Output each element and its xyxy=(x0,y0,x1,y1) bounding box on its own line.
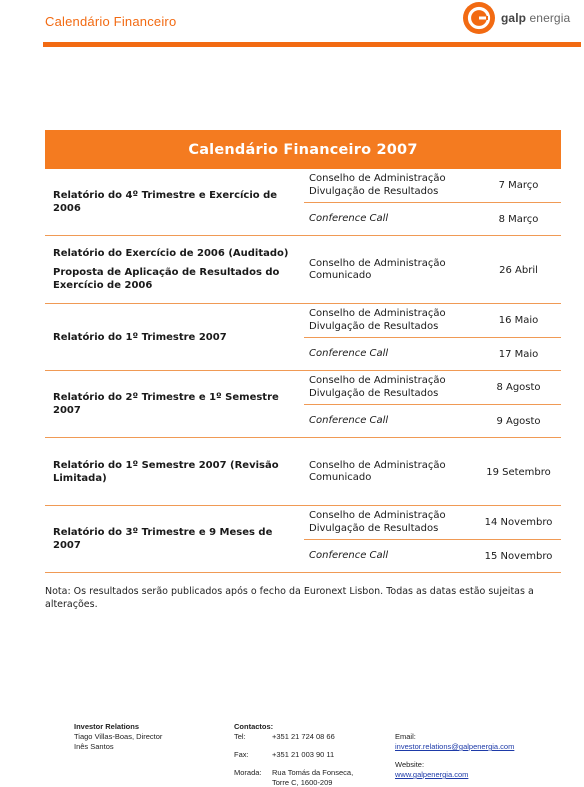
report-line: Relatório do 1º Trimestre 2007 xyxy=(53,331,227,343)
event-type xyxy=(304,258,472,283)
event-type-line: Conference Call xyxy=(309,213,389,225)
event-row xyxy=(304,304,561,338)
event-type xyxy=(304,348,472,361)
calendar-body xyxy=(45,169,561,573)
event-row xyxy=(304,540,561,573)
calendar-group xyxy=(45,371,561,438)
event-type-line: Conselho de Administração xyxy=(309,510,446,521)
financial-calendar-table xyxy=(45,130,561,573)
event-type-line: Conselho de Administração xyxy=(309,173,446,184)
event-type xyxy=(304,550,472,563)
event-type-line: Conselho de Administração xyxy=(309,308,446,319)
event-type xyxy=(304,213,472,226)
event-row xyxy=(304,169,561,203)
email-link[interactable]: investor.relations@galpenergia.com xyxy=(395,742,515,751)
fax-row xyxy=(234,750,353,760)
event-row xyxy=(304,236,561,304)
report-name xyxy=(45,236,304,303)
footnote: Nota: Os resultados serão publicados após o fecho da Euronext Lisbon. Todas as datas estão sujeitas a alterações. xyxy=(45,586,534,610)
event-type xyxy=(304,308,472,333)
brand-name xyxy=(501,11,570,25)
event-type-line: Conselho de Administração xyxy=(309,459,446,471)
address-row xyxy=(234,768,353,787)
tel-row xyxy=(234,732,353,742)
event-type-line: Comunicado xyxy=(309,270,372,281)
event-type xyxy=(304,173,472,198)
tel-value: +351 21 724 08 66 xyxy=(272,732,335,741)
header-divider xyxy=(43,42,581,47)
email-label: Email: xyxy=(395,732,416,741)
event-type-line: Comunicado xyxy=(309,472,372,483)
event-list xyxy=(304,236,561,303)
footer-contacts xyxy=(234,722,353,787)
event-date: 14 Novembro xyxy=(484,517,553,528)
calendar-group xyxy=(45,236,561,304)
calendar-group xyxy=(45,506,561,573)
address-label: Morada: xyxy=(234,768,262,777)
event-type xyxy=(304,460,472,485)
event-row xyxy=(304,371,561,405)
page-header-title: Calendário Financeiro xyxy=(45,14,177,29)
event-list xyxy=(304,371,561,437)
contacts-title: Contactos: xyxy=(234,722,274,731)
report-name xyxy=(45,438,304,505)
ir-title: Investor Relations xyxy=(74,722,140,731)
report-name xyxy=(45,169,304,235)
event-list xyxy=(304,506,561,572)
event-date: 15 Novembro xyxy=(484,551,553,562)
report-line: Relatório do Exercício de 2006 (Auditado) xyxy=(53,248,289,259)
report-name xyxy=(45,371,304,437)
event-type-line: Conference Call xyxy=(309,550,389,562)
event-type xyxy=(304,375,472,400)
event-type-line: Conference Call xyxy=(309,348,389,360)
event-type-line: Divulgação de Resultados xyxy=(309,522,439,534)
event-type-line: Conference Call xyxy=(309,415,389,427)
report-line: Relatório do 3º Trimestre e 9 Meses de 2007 xyxy=(53,527,273,551)
event-date: 8 Março xyxy=(498,214,539,225)
event-row xyxy=(304,338,561,371)
ir-person: Inês Santos xyxy=(74,742,114,751)
report-line: Proposta de Aplicação de Resultados do Exercício de 2006 xyxy=(53,267,280,291)
ir-person: Tiago Villas-Boas, Director xyxy=(74,732,163,741)
fax-label: Fax: xyxy=(234,750,249,759)
address-line: Rua Tomás da Fonseca, xyxy=(272,768,354,777)
calendar-group xyxy=(45,438,561,506)
event-row xyxy=(304,438,561,506)
event-list xyxy=(304,304,561,370)
event-date: 7 Março xyxy=(498,180,539,191)
brand-light: energia xyxy=(529,11,571,25)
event-type-line: Divulgação de Resultados xyxy=(309,320,439,332)
event-date: 17 Maio xyxy=(498,349,539,360)
event-row xyxy=(304,203,561,236)
calendar-group xyxy=(45,169,561,236)
footer-online xyxy=(395,732,514,780)
event-date: 19 Setembro xyxy=(486,466,551,478)
event-list xyxy=(304,169,561,235)
event-date: 8 Agosto xyxy=(496,382,541,393)
event-date: 9 Agosto xyxy=(496,416,541,427)
event-type xyxy=(304,510,472,535)
galp-logo-icon xyxy=(461,0,497,36)
event-type xyxy=(304,415,472,428)
website-link[interactable]: www.galpenergia.com xyxy=(395,770,469,779)
report-line: Relatório do 4º Trimestre e Exercício de 2006 xyxy=(53,190,278,214)
address-line: Torre C, 1600-209 xyxy=(272,778,333,787)
report-line: Relatório do 1º Semestre 2007 (Revisão Limitada) xyxy=(53,459,279,484)
event-row xyxy=(304,405,561,438)
brand-bold: galp xyxy=(501,11,527,25)
calendar-group xyxy=(45,304,561,371)
event-row xyxy=(304,506,561,540)
footer-investor-relations xyxy=(74,722,162,752)
event-type-line: Conselho de Administração xyxy=(309,375,446,386)
event-date: 26 Abril xyxy=(499,264,538,276)
event-type-line: Conselho de Administração xyxy=(309,257,446,269)
report-name xyxy=(45,304,304,370)
website-label: Website: xyxy=(395,760,425,769)
event-date: 16 Maio xyxy=(498,315,539,326)
event-type-line: Divulgação de Resultados xyxy=(309,185,439,197)
calendar-title: Calendário Financeiro 2007 xyxy=(45,130,561,169)
report-name xyxy=(45,506,304,572)
report-line: Relatório do 2º Trimestre e 1º Semestre 2007 xyxy=(53,392,279,416)
event-type-line: Divulgação de Resultados xyxy=(309,387,439,399)
tel-label: Tel: xyxy=(234,732,246,741)
event-list xyxy=(304,438,561,505)
fax-value: +351 21 003 90 11 xyxy=(272,750,335,759)
galp-energia-logo xyxy=(461,0,570,36)
